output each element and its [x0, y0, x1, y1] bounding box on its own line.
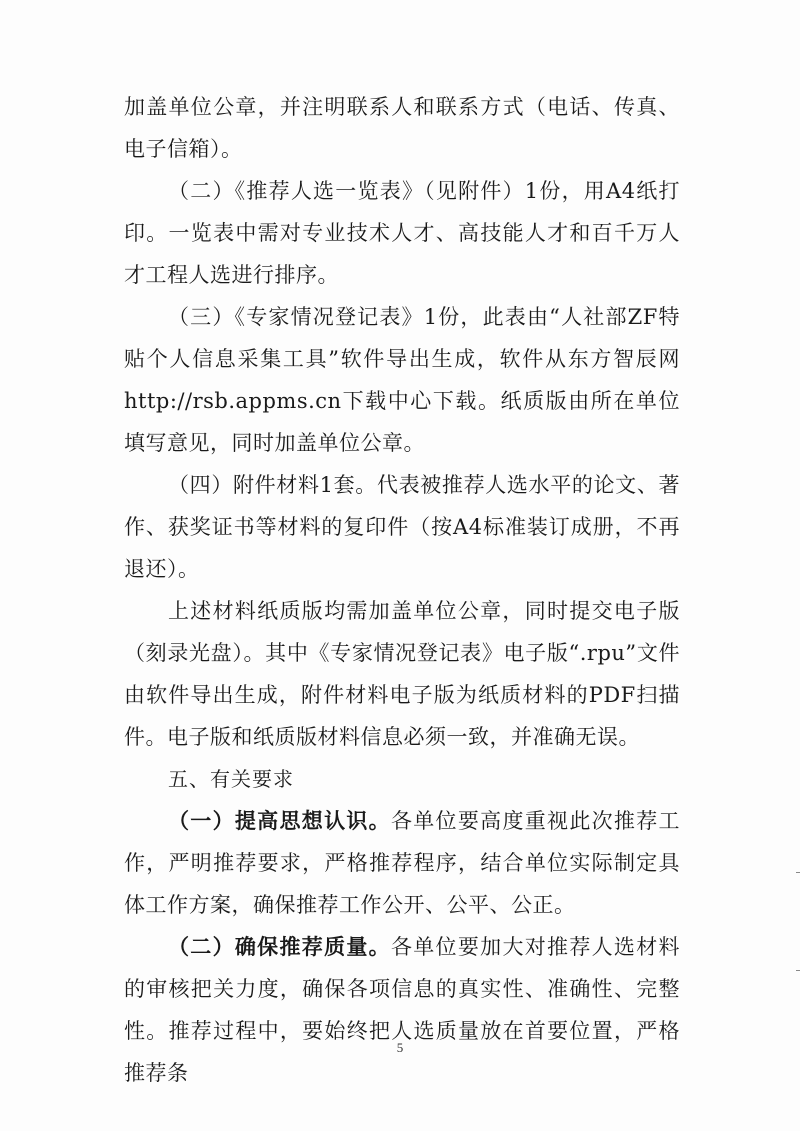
requirement-1-lead: （一）提高思想认识。 — [168, 809, 391, 833]
paragraph-3: （三）《专家情况登记表》1份，此表由“人社部ZF特贴个人信息采集工具”软件导出生成，软件从东方智辰网http://rsb.appms.cn下载中心下载。纸质版由所在单位填写意见，同时加盖单位公章。 — [124, 305, 680, 455]
requirement-2-lead: （二）确保推荐质量。 — [168, 935, 391, 959]
document-body — [124, 86, 680, 1094]
requirement-1 — [124, 800, 680, 926]
requirement-1-text: 各单位要高度重视此次推荐工作，严明推荐要求，严格推荐程序，结合单位实际制定具体工作方案，确保推荐工作公开、公平、公正。 — [124, 809, 681, 917]
scan-edge-mark — [796, 970, 800, 971]
requirement-2-text: 各单位要加大对推荐人选材料的审核把关力度，确保各项信息的真实性、准确性、完整性。推荐过程中，要始终把人选质量放在首要位置，严格推荐条 — [124, 935, 681, 1085]
section-heading: 五、有关要求 — [168, 767, 294, 791]
page-number: 5 — [396, 1040, 404, 1055]
paragraph-1: 加盖单位公章，并注明联系人和联系方式（电话、传真、电子信箱）。 — [124, 95, 680, 161]
paragraph-5: 上述材料纸质版均需加盖单位公章，同时提交电子版（刻录光盘）。其中《专家情况登记表》电子版“.rpu”文件由软件导出生成，附件材料电子版为纸质材料的PDF扫描件。电子版和纸质版材料信息必须一致，并准确无误。 — [124, 599, 680, 749]
paragraph-4: （四）附件材料1套。代表被推荐人选水平的论文、著作、获奖证书等材料的复印件（按A4标准装订成册，不再退还）。 — [124, 473, 680, 581]
requirement-2 — [124, 926, 680, 1094]
scan-edge-mark — [796, 872, 800, 873]
paragraph-2: （二）《推荐人选一览表》（见附件）1份，用A4纸打印。一览表中需对专业技术人才、高技能人才和百千万人才工程人选进行排序。 — [124, 179, 680, 287]
